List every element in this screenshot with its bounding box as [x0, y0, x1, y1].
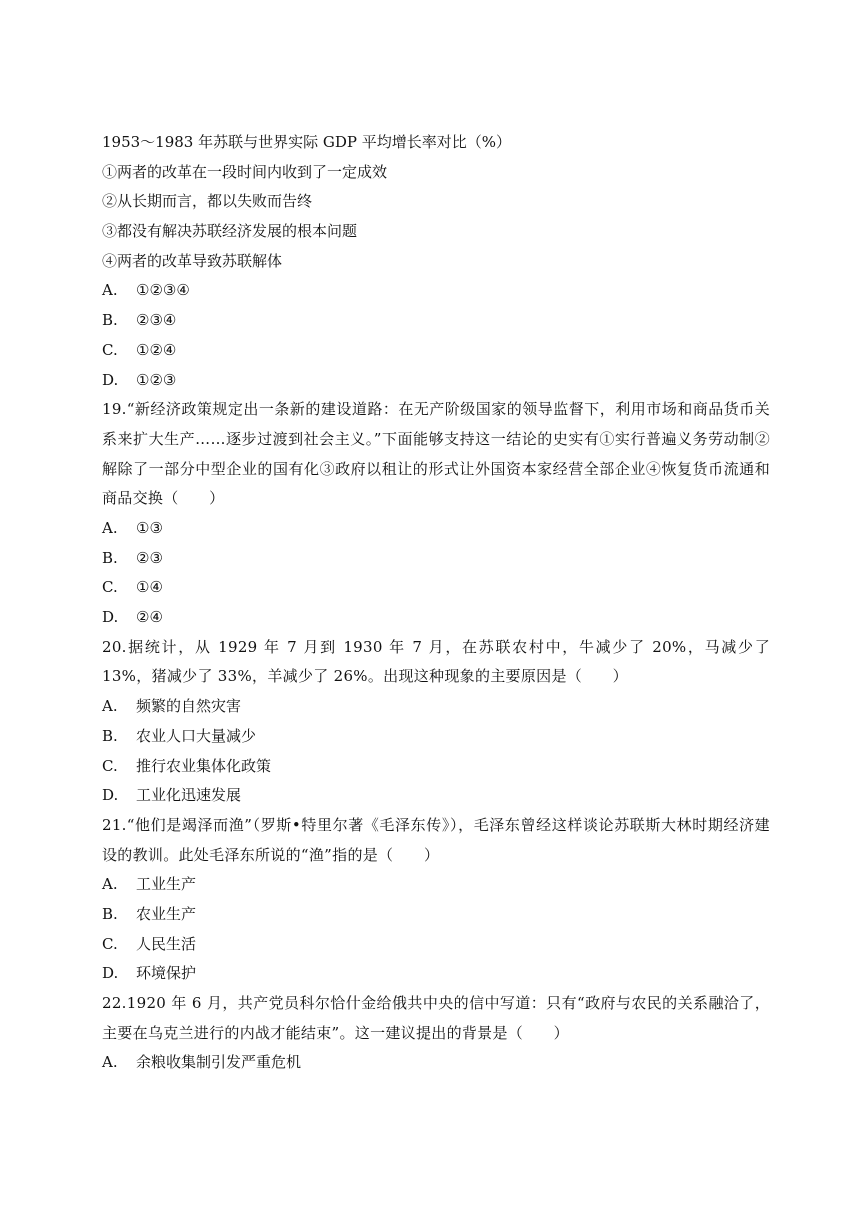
option-label: C.	[102, 578, 118, 597]
option-d	[102, 603, 770, 633]
option-text: 工业生产	[136, 875, 197, 894]
option-label: D.	[102, 608, 119, 627]
option-text: 人民生活	[136, 934, 197, 953]
option-c	[102, 336, 770, 366]
option-text: ②③	[136, 548, 163, 567]
option-text: 环境保护	[136, 964, 197, 983]
option-a	[102, 514, 770, 544]
option-label: A.	[102, 697, 118, 716]
option-a	[102, 692, 770, 722]
option-text: ①②④	[136, 340, 177, 359]
page-content	[102, 128, 770, 1078]
option-text: 农业生产	[136, 905, 197, 923]
option-label: B.	[102, 311, 118, 330]
question-20-stem: 20.据统计，从 1929 年 7 月到 1930 年 7 月，在苏联农村中，牛减少了 20%，马减少了 13%，猪减少了 33%，羊减少了 26%。出现这种现象的主要原因是（ ）	[102, 637, 770, 686]
option-d	[102, 959, 770, 989]
option-label: D.	[102, 370, 119, 389]
question-22-stem: 22.1920 年 6 月，共产党员科尔恰什金给俄共中央的信中写道：只有“政府与农民的关系融洽了，主要在乌克兰进行的内战才能结束”。这一建议提出的背景是（ ）	[102, 994, 770, 1042]
option-d	[102, 366, 770, 396]
option-text: ②③④	[136, 311, 177, 330]
option-text: ①②③	[136, 370, 177, 389]
option-d	[102, 781, 770, 811]
option-b	[102, 306, 770, 336]
option-label: C.	[102, 934, 118, 953]
statement-3: ③都没有解决苏联经济发展的根本问题	[102, 222, 358, 241]
question-21-stem: 21.“他们是竭泽而渔”（罗斯•特里尔著《毛泽东传》），毛泽东曾经这样谈论苏联斯大林时期经济建设的教训。此处毛泽东所说的“渔”指的是（ ）	[102, 815, 770, 864]
option-label: A.	[102, 1053, 118, 1072]
option-text: ①②③④	[136, 281, 190, 300]
question-19-stem: 19.“新经济政策规定出一条新的建设道路：在无产阶级国家的领导监督下，利用市场和商品货币关系来扩大生产……逐步过渡到社会主义。”下面能够支持这一结论的史实有①实行普遍义务劳动制②解除了一部分中型企业的国有化③政府以租让的形式让外国资本家经营全部企业④恢复货币流通和商品交换（ ）	[102, 400, 770, 508]
option-text: ①④	[136, 578, 163, 597]
option-c	[102, 573, 770, 603]
option-label: A.	[102, 519, 118, 537]
option-a	[102, 276, 770, 306]
option-b	[102, 544, 770, 574]
option-text: 农业人口大量减少	[136, 726, 257, 745]
figure-caption: 1953～1983 年苏联与世界实际 GDP 平均增长率对比（%）	[102, 133, 512, 151]
option-a	[102, 1048, 770, 1078]
option-label: C.	[102, 340, 118, 359]
option-text: ②④	[136, 608, 163, 627]
option-b	[102, 722, 770, 752]
option-text: 工业化迅速发展	[136, 786, 242, 805]
option-label: B.	[102, 726, 118, 745]
option-label: C.	[102, 756, 118, 775]
option-b	[102, 900, 770, 930]
option-text: ①③	[136, 519, 163, 537]
option-c	[102, 752, 770, 782]
option-text: 频繁的自然灾害	[136, 697, 242, 716]
option-label: B.	[102, 548, 118, 567]
option-a	[102, 870, 770, 900]
option-label: B.	[102, 905, 118, 923]
option-text: 余粮收集制引发严重危机	[136, 1053, 302, 1072]
option-label: A.	[102, 875, 118, 894]
statement-4: ④两者的改革导致苏联解体	[102, 251, 283, 270]
statement-1: ①两者的改革在一段时间内收到了一定成效	[102, 162, 388, 181]
option-label: A.	[102, 281, 118, 300]
option-label: D.	[102, 786, 119, 805]
statement-2: ②从长期而言，都以失败而告终	[102, 192, 313, 211]
option-text: 推行农业集体化政策	[136, 756, 272, 775]
option-c	[102, 930, 770, 960]
option-label: D.	[102, 964, 119, 983]
